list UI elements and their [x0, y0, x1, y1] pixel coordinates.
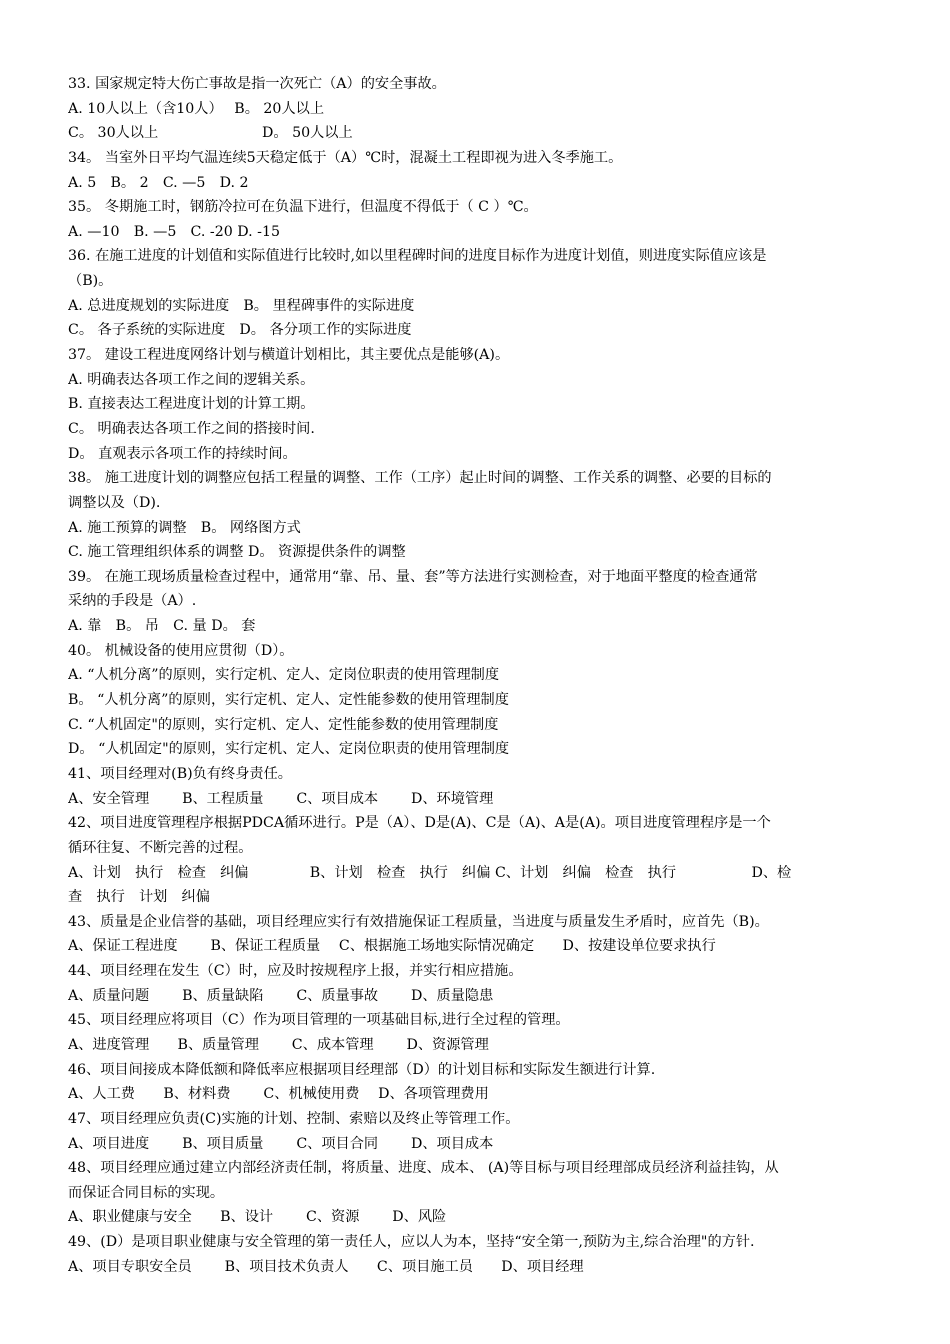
text-line: 39。 在施工现场质量检查过程中，通常用“靠、吊、量、套”等方法进行实测检查，对于地面平整度的检查通常: [68, 568, 758, 585]
text-line: A. “人机分离”的原则，实行定机、定人、定岗位职责的使用管理制度: [68, 667, 500, 684]
text-line: 查 执行 计划 纠偏: [68, 889, 210, 906]
text-line: A. 施工预算的调整 B。 网络图方式: [68, 519, 301, 536]
text-line: D。 “人机固定"的原则，实行定机、定人、定岗位职责的使用管理制度: [68, 741, 510, 758]
text-line: 35。 冬期施工时，钢筋冷拉可在负温下进行，但温度不得低于（ C ）℃。: [68, 199, 538, 216]
text-line: C。 各子系统的实际进度 D。 各分项工作的实际进度: [68, 322, 412, 339]
text-line: 49、(D）是项目职业健康与安全管理的第一责任人，应以人为本，坚持“安全第一,预防为主,综合治理"的方针.: [68, 1234, 755, 1251]
text-line: 调整以及（D).: [68, 494, 161, 511]
text-line: 33. 国家规定特大伤亡事故是指一次死亡（A）的安全事故。: [68, 76, 446, 92]
text-line: 41、项目经理对(B)负有终身责任。: [68, 765, 292, 782]
text-line: B. 直接表达工程进度计划的计算工期。: [68, 396, 315, 413]
text-line: 47、项目经理应负责(C)实施的计划、控制、索赔以及终止等管理工作。: [68, 1110, 520, 1127]
text-line: 42、项目进度管理程序根据PDCA循环进行。P是（A）、D是(A)、C是（A)、A是(A)。项目进度管理程序是一个: [68, 815, 771, 832]
text-line: 循环往复、不断完善的过程。: [68, 839, 253, 856]
text-line: 38。 施工进度计划的调整应包括工程量的调整、工作（工序）起止时间的调整、工作关系的调整、必要的目标的: [68, 470, 772, 487]
text-line: 43、质量是企业信誉的基础，项目经理应实行有效措施保证工程质量，当进度与质量发生矛盾时，应首先（B)。: [68, 913, 769, 930]
text-line: D。 直观表示各项工作的持续时间。: [68, 445, 297, 462]
text-line: 而保证合同目标的实现。: [68, 1184, 225, 1201]
text-line: C。 明确表达各项工作之间的搭接时间.: [68, 420, 315, 437]
text-line: 34。 当室外日平均气温连续5天稳定低于（A）℃时，混凝土工程即视为进入冬季施工。: [68, 149, 623, 166]
text-line: C. 施工管理组织体系的调整 D。 资源提供条件的调整: [68, 544, 406, 561]
text-line: A. 明确表达各项工作之间的逻辑关系。: [68, 371, 315, 388]
text-line: A、项目专职安全员 B、项目技术负责人 C、项目施工员 D、项目经理: [68, 1258, 584, 1275]
text-line: 37。 建设工程进度网络计划与横道计划相比，其主要优点是能够(A)。: [68, 347, 510, 364]
text-line: A. —10 B. —5 C. -20 D. -15: [68, 223, 281, 240]
text-line: C. “人机固定"的原则，实行定机、定人、定性能参数的使用管理制度: [68, 716, 499, 733]
text-line: A. 5 B。 2 C. —5 D. 2: [68, 174, 249, 191]
text-line: A、进度管理 B、质量管理 C、成本管理 D、资源管理: [68, 1036, 489, 1053]
text-line: A、计划 执行 检查 纠偏 B、计划 检查 执行 纠偏 C、计划 纠偏 检查 执行 D、检: [68, 864, 792, 881]
text-line: A、安全管理 B、工程质量 C、项目成本 D、环境管理: [68, 790, 494, 807]
text-line: A、质量问题 B、质量缺陷 C、质量事故 D、质量隐患: [68, 987, 494, 1004]
text-line: A、人工费 B、材料费 C、机械使用费 D、各项管理费用: [68, 1086, 489, 1103]
text-line: 46、项目间接成本降低额和降低率应根据项目经理部（D）的计划目标和实际发生额进行计算.: [68, 1061, 656, 1078]
text-line: 48、项目经理应通过建立内部经济责任制，将质量、进度、成本、 (A)等目标与项目经理部成员经济利益挂钩，从: [68, 1160, 779, 1177]
text-line: 45、项目经理应将项目（C）作为项目管理的一项基础目标,进行全过程的管理。: [68, 1012, 570, 1029]
text-line: A. 10人以上（含10人） B。 20人以上: [68, 100, 325, 117]
text-line: 40。 机械设备的使用应贯彻（D）。: [68, 642, 294, 659]
text-line: A、项目进度 B、项目质量 C、项目合同 D、项目成本: [68, 1135, 494, 1152]
text-line: C。 30人以上 D。 50人以上: [68, 125, 353, 142]
text-line: 44、项目经理在发生（C）时，应及时按规程序上报，并实行相应措施。: [68, 963, 523, 980]
text-line: A、保证工程进度 B、保证工程质量 C、根据施工场地实际情况确定 D、按建设单位要求执行: [68, 938, 716, 955]
text-line: 采纳的手段是（A）.: [68, 593, 197, 610]
text-line: B。 “人机分离”的原则，实行定机、定人、定性能参数的使用管理制度: [68, 692, 509, 709]
text-line: A、职业健康与安全 B、设计 C、资源 D、风险: [68, 1209, 447, 1226]
text-line: A. 总进度规划的实际进度 B。 里程碑事件的实际进度: [68, 297, 415, 314]
text-line: A. 靠 B。 吊 C. 量 D。 套: [68, 618, 256, 635]
text-line: （B)。: [68, 273, 113, 290]
text-line: 36. 在施工进度的计划值和实际值进行比较时,如以里程碑时间的进度目标作为进度计划值，则进度实际值应该是: [68, 248, 767, 265]
